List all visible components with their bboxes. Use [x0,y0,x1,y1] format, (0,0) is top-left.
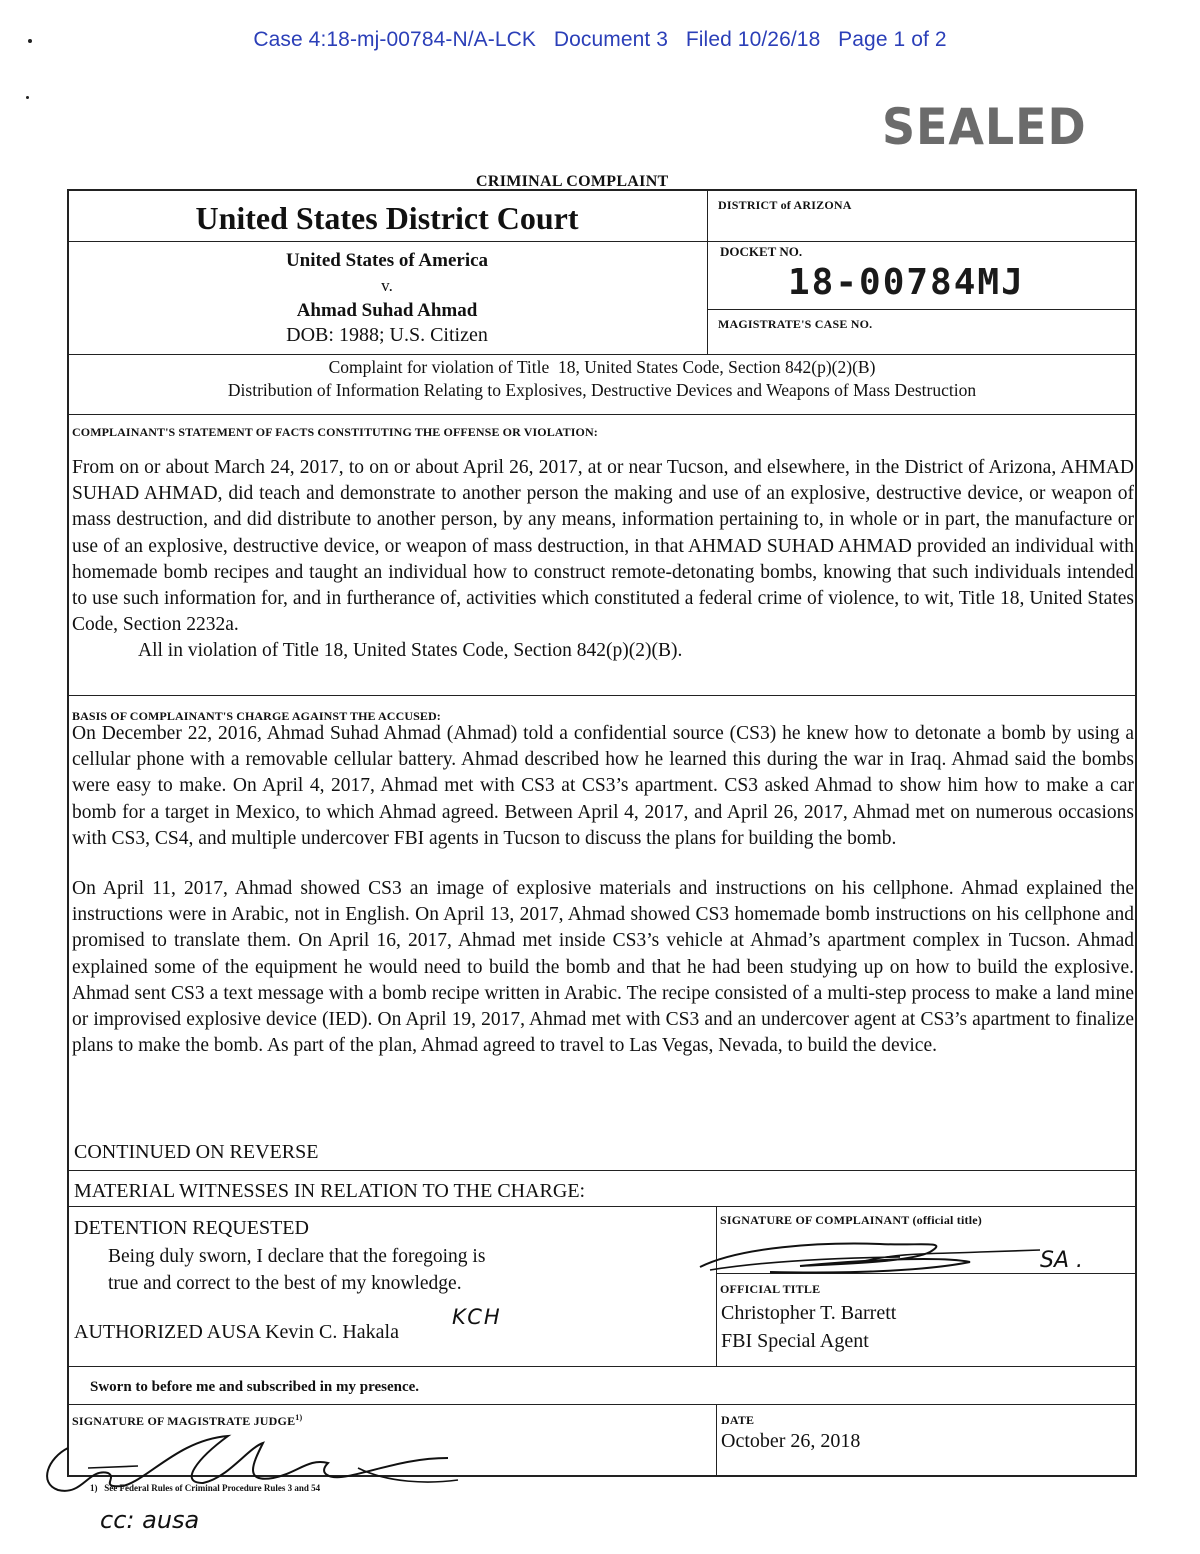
docket-number: 18-00784MJ [788,262,1025,303]
basis-paragraph-1: On December 22, 2016, Ahmad Suhad Ahmad (Ahmad) told a confidential source (CS3) he knew how to detonate a bomb by using a cellular phone with a removable cellular battery. Ahmad described how he learned this during the war in Iraq. Ahmad said the bombs were easy to make. On April 4, 2017, Ahmad met with CS3 at CS3’s apartment. CS3 asked Ahmad to show him how to make a car bomb for a target in Mexico, to which Ahmad agreed. Between April 4, 2017, and April 26, 2017, Ahmad met on numerous occasions with CS3, CS4, and multiple undercover FBI agents in Tucson to discuss the plans for building the bomb. [72,723,1134,849]
complainant-signature-label: SIGNATURE OF COMPLAINANT (official title) [720,1213,982,1227]
scan-dot [28,39,32,43]
complainant-name-title [721,1299,896,1355]
date-value: October 26, 2018 [721,1430,861,1452]
sworn-statement: Sworn to before me and subscribed in my presence. [90,1379,420,1395]
row-divider [67,1170,1137,1171]
header-divider [707,189,708,355]
form-title: CRIMINAL COMPLAINT [476,173,669,190]
oath-line-1: Being duly sworn, I declare that the foregoing is [108,1246,486,1267]
complaint-statute [67,356,1137,402]
basis-paragraph-2: On April 11, 2017, Ahmad showed CS3 an image of explosive materials and instructions on his cellphone. Ahmad explained the instructions were in Arabic, not in English. On April 13, 2017, Ahmad showed CS3 homemade bomb instructions on his cellphone and promised to translate them. On April 16, 2017, Ahmad met inside CS3’s vehicle at Ahmad’s apartment complex in Tucson. Ahmad explained some of the equipment he would need to build the bomb and that he had been studying up on how to build the explosive. Ahmad sent CS3 a text message with a bomb recipe written in Arabic. The recipe consisted of a multi-step process to make a land mine or improvised explosive device (IED). On April 19, 2017, Ahmad met with CS3 and an undercover agent at CS3’s apartment to finalize plans to make the bomb. As part of the plan, Ahmad agreed to travel to Las Vegas, Nevada, to build the device. [72,878,1134,1057]
basis-heading: BASIS OF COMPLAINANT'S CHARGE AGAINST THE ACCUSED: [72,709,441,723]
defendant-name: Ahmad Suhad Ahmad [296,300,478,321]
versus: v. [381,276,393,295]
complainant-title: FBI Special Agent [721,1330,869,1352]
witnesses-label: MATERIAL WITNESSES IN RELATION TO THE CHARGE: [74,1180,586,1202]
row-divider [707,309,1137,310]
basis-section [72,721,1134,1059]
court-title: United States District Court [195,200,579,236]
scan-dot [26,96,29,99]
complaint-line-1: Complaint for violation of Title 18, United States Code, Section 842(p)(2)(B) [328,357,876,377]
cc-annotation: cc: ausa [100,1506,200,1534]
oath-line-2: true and correct to the best of my knowledge. [108,1273,462,1294]
detention-label: DETENTION REQUESTED [74,1217,309,1239]
complainant-signature-suffix: SA . [1040,1248,1084,1273]
magistrate-case-label: MAGISTRATE'S CASE NO. [718,317,873,331]
magistrate-signature-label [72,1413,302,1429]
authorized-ausa: AUTHORIZED AUSA Kevin C. Hakala [74,1321,399,1343]
continued-note: CONTINUED ON REVERSE [74,1141,319,1163]
footnote-text: See Federal Rules of Criminal Procedure Rules 3 and 54 [104,1483,321,1493]
complainant-name: Christopher T. Barrett [721,1302,897,1324]
defendant-info: DOB: 1988; U.S. Citizen [286,324,488,346]
row-divider [67,1366,1137,1367]
oath-text [108,1243,485,1297]
district-label: DISTRICT of ARIZONA [718,198,852,212]
row-divider [67,354,1137,355]
complainant-signature [680,1222,1100,1282]
facts-violation: All in violation of Title 18, United States Code, Section 842(p)(2)(B). [138,640,683,662]
row-divider [67,1404,1137,1405]
footnote-number: 1) [90,1483,98,1493]
official-title-label: OFFICIAL TITLE [720,1282,821,1296]
complaint-line-2: Distribution of Information Relating to Explosives, Destructive Devices and Weapons of Mass Destruction [227,380,977,400]
magistrate-signature-text: SIGNATURE OF MAGISTRATE JUDGE [72,1414,296,1428]
row-divider [67,414,1137,415]
row-divider [67,695,1137,696]
row-divider [67,241,1137,242]
docket-label: DOCKET NO. [720,244,803,259]
date-divider [716,1404,717,1477]
facts-paragraph: From on or about March 24, 2017, to on or about April 26, 2017, at or near Tucson, and elsewhere, in the District of Arizona, AHMAD SUHAD AHMAD, did teach and demonstrate to another person the making and use of an explosive, destructive device, or weapon of mass destruction, and did distribute to another person, by any means, information pertaining to, in whole or in part, the manufacture or use of an explosive, destructive device, or weapon of mass destruction, in that AHMAD SUHAD AHMAD provided an individual with homemade bomb recipes and taught an individual how to construct remote-detonating bombs, knowing that such individuals intended to use such information for, and in furtherance of, activities which constituted a federal crime of violence, to wit, Title 18, United States Code, Section 2232a. [72,457,1134,636]
footnote-mark: 1) [295,1413,303,1422]
facts-section [72,455,1134,665]
date-label: DATE [721,1413,755,1427]
case-header-stamp: Case 4:18-mj-00784-N/A-LCK Document 3 Filed 10/26/18 Page 1 of 2 [253,28,947,51]
ausa-initials: KCH [452,1305,502,1329]
plaintiff-name: United States of America [285,250,489,271]
row-divider [67,1206,1137,1207]
case-parties [67,248,707,348]
sealed-stamp: SEALED [882,98,1087,156]
facts-heading: COMPLAINANT'S STATEMENT OF FACTS CONSTITUTING THE OFFENSE OR VIOLATION: [72,425,598,439]
footnote [90,1483,320,1493]
